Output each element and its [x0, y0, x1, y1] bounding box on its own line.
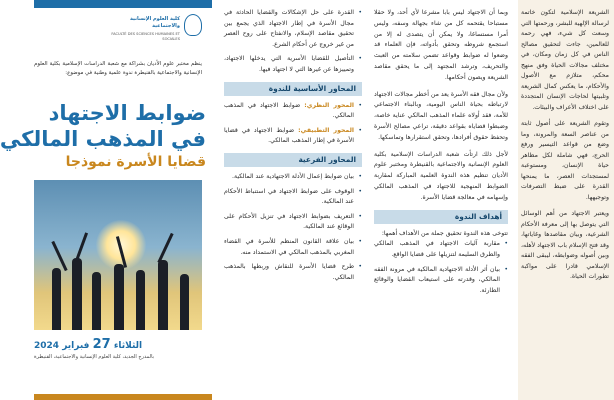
sub-axis-item: • طرح قضايا الأسرة للنقاش وربطها بالمذهب المالكي. [224, 262, 362, 283]
person-silhouette [180, 274, 189, 330]
axes-column [224, 8, 362, 392]
photo-frame-edge [202, 180, 212, 330]
intro-bullet: • التأصيل للقضايا الأسرية التي يدخلها الاجتهاد، وتمييزها عن غيرها التي لا اجتهاد فيها. [224, 54, 362, 75]
axis-highlight: المحور النظري: [304, 101, 355, 109]
person-silhouette [136, 270, 145, 330]
axis-text: ضوابط الاجتهاد في المذهب المالكي. [224, 101, 354, 120]
center-paragraph-3: لأجل ذلك ارتأت شعبة الدراسات الإسلامية بكلية العلوم الإنسانية والاجتماعية بالقنيطرة ومختبر علوم الأديان تنظيم هذه الندوة العلمية المباركة لمقاربة الضوابط المنهجية للاجتهاد في المذهب المالكي وإسهامه في معالجة قضايا الأسرة. [374, 150, 508, 201]
title-line-3: قضايا الأسرة نموذجا [65, 154, 206, 170]
person-silhouette [72, 258, 82, 330]
sub-axis-item: • بيان علاقة القانون المنظم للأسرة في القضاء المغربي بالمذهب المالكي في الاستمداد منه. [224, 237, 362, 258]
cover-intro: ينظم مختبر علوم الأديان بشراكة مع شعبة الدراسات الإسلامية بكلية العلوم الإنسانية والاجتماعية بالقنيطرة ندوة علمية وطنية في موضوع: [34, 61, 202, 76]
main-axis-item [224, 101, 362, 122]
faculty-name: كلية العلوم الإنسانية والاجتماعية [130, 16, 180, 29]
cover-photo [34, 180, 212, 330]
person-silhouette [158, 260, 168, 330]
faculty-logo [106, 14, 202, 54]
cover-title [0, 100, 212, 172]
raised-arm [75, 232, 88, 261]
title-line-2: في المذهب المالكي [0, 127, 206, 151]
axis-highlight: المحور التطبيقي: [298, 126, 355, 134]
person-silhouette [114, 264, 124, 330]
date-prefix: الثلاثاء [113, 341, 143, 351]
date-day: 27 [92, 337, 111, 352]
faculty-name-latin: FACULTÉ DES SCIENCES HUMAINES ET SOCIALES [111, 32, 180, 41]
right-panel [518, 0, 614, 400]
date-year: 2024 [34, 341, 60, 351]
intro-bullet: • القدرة على حل الإشكالات والقضايا الحادثة في مجال الأسرة في إطار الاجتهاد الذي يجمع بين تحقيق مقاصد الإسلام، والانفتاح على روح العصر من غير خروج عن أحكام الشرع. [224, 8, 362, 50]
person-silhouette [52, 268, 61, 330]
center-paragraph-2: ولأن مجال فقه الأسرة يعد من أخطر مجالات الاجتهاد لارتباطه بحياة الناس اليومية، وبالبناء الاجتماعي للأمة، فقد أولاه علماء المذهب المالكي عناية خاصة، وضبطوا قضاياه بقواعد دقيقة، تراعي مصالح الأسرة وتحفظ حقوق أفرادها، وتحقق استقرارها وتماسكها. [374, 90, 508, 141]
right-paragraph-3: ويعتبر الاجتهاد من أهم الوسائل التي يتوصل بها إلى معرفة الأحكام الشرعية، وبيان مقاصدها وغاياتها، وقد فتح الإسلام باب الاجتهاد لأهله، وبين أصوله وضوابطه، ليبقى الفقه الإسلامي قادرا على مواكبة تطورات الحياة. [521, 210, 609, 280]
raised-arm [51, 241, 67, 271]
center-paragraph-1: وبما أن الاجتهاد ليس بابا مشرعا لأي أحد، ولا حقلا مستباحا يقتحمه كل من شاء بجهالة وسفه، وليس أمرا مستساغا، ولا يمكن أن يتصدى له إلا من استجمع شروطه وتحقق بأدواته، فإن العلماء قد وضعوا له ضوابط وقواعد تضمن سلامته من العبث والتحريف، وترشد المجتهد إلى ما يحقق مقاصد الشريعة ويصون أحكامها. [374, 9, 508, 81]
sub-axis-item: • الوقوف على ضوابط الاجتهاد في استنباط الأحكام عند المالكية. [224, 187, 362, 208]
date-month: فبراير [62, 341, 90, 351]
objective-item: • بيان أثر الأدلة الاجتهادية المالكية في مرونة الفقه المالكي، وقدرته على استيعاب القضايا والوقائع الطارئة. [374, 265, 508, 297]
cover-bottom-band [34, 394, 212, 400]
center-column [374, 8, 508, 392]
objectives-intro: تتوخى هذه الندوة تحقيق جملة من الأهداف أهمها: [381, 229, 508, 237]
sub-axes-heading: المحاور الفرعية [224, 153, 362, 167]
objectives-heading: أهداف الندوة [374, 210, 508, 224]
cover-top-band [34, 0, 212, 8]
cover-panel [0, 0, 212, 400]
right-paragraph-1: الشريعة الإسلامية لتكون خاتمة لرسالة الإلهية للبشر، ورحمتها التي وسعت كل شيء، فهي رحمة للعالمين، جاءت لتحقيق مصالح الناس في كل زمان ومكان، في مختلف مجالات الحياة وفق منهج محكم، متلازم مع الأصول والأحكام، ما يعكس كمال الشريعة وتلبيتها لحاجات الإنسان المتجددة على اختلاف الأعراف والبيئات. [521, 9, 609, 111]
main-axis-item [224, 126, 362, 147]
date-line [34, 338, 202, 353]
title-line-1: ضوابط الاجتهاد [48, 101, 206, 125]
main-axes-heading: المحاور الأساسية للندوة [224, 82, 362, 96]
right-paragraph-2: وتقوم الشريعة على أصول ثابتة من عناصر السعة والمرونة، وما وضع من قواعد التيسير ورفع الحرج، فهي شاملة لكل مظاهر حياة الإنسان، ومستوعبة لمستجدات العصر، ما يمنحها القدرة على ضبط التصرفات وتوجيهها. [521, 120, 609, 201]
axis-text: ضوابط الاجتهاد في قضايا الأسرة في إطار المذهب المالكي. [224, 126, 354, 145]
faculty-emblem-icon [184, 14, 202, 36]
event-venue: بالمدرج الجديد، كلية العلوم الإنسانية والاجتماعية، القنيطرة [34, 354, 155, 360]
sub-axis-item: • بيان ضوابط إعمال الأدلة الاجتهادية عند المالكية. [224, 172, 362, 183]
raised-arm [157, 233, 173, 263]
event-date [34, 338, 202, 361]
sub-axis-item: • التعريف بضوابط الاجتهاد في تنزيل الأحكام على الوقائع عند المالكية. [224, 212, 362, 233]
person-silhouette [92, 272, 101, 330]
objective-item: • مقاربة آليات الاجتهاد في المذهب المالكي والطرق السليمة لتنزيلها على قضايا الواقع. [374, 239, 508, 260]
